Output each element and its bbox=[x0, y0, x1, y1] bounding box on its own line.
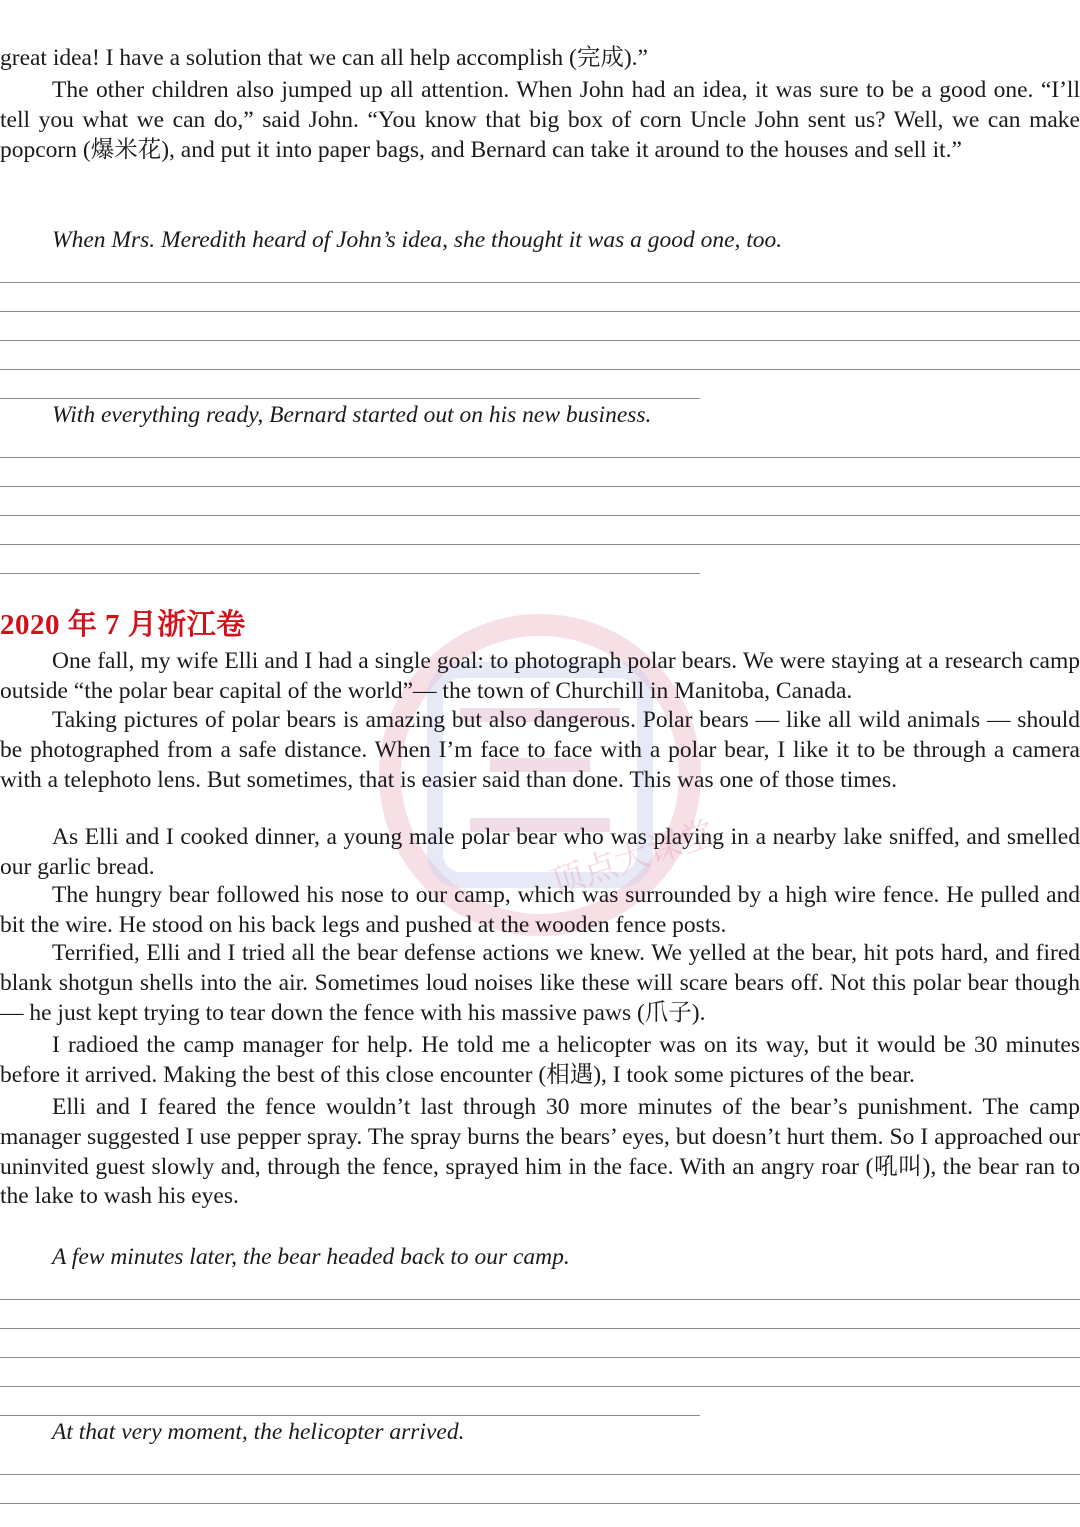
story2-paragraph-6: I radioed the camp manager for help. He told me a helicopter was on its way, but it would be 30 minutes before it arrived. Making the best of this close encounter (相遇), I took some pictures of the bear. bbox=[0, 1032, 1080, 1088]
story1-paragraph-2: The other children also jumped up all attention. When John had an idea, it was sure to be a good one. “I’ll tell you what we can do,” said John. “You know that big box of corn Uncle John sent us? Well, we can make popcorn (爆米花), and put it into paper bags, and Bernard can take it around to the houses and sell it.” bbox=[0, 77, 1080, 163]
writing-prompt-4: At that very moment, the helicopter arrived. bbox=[52, 1419, 465, 1445]
writing-line bbox=[0, 1386, 1080, 1387]
writing-line bbox=[0, 1474, 1080, 1475]
writing-line bbox=[0, 573, 700, 574]
writing-line bbox=[0, 515, 1080, 516]
story1-line-1: great idea! I have a solution that we can all help accomplish (完成).” bbox=[0, 45, 648, 71]
writing-line bbox=[0, 282, 1080, 283]
section-heading: 2020 年 7 月浙江卷 bbox=[0, 609, 246, 641]
story2-paragraph-3: As Elli and I cooked dinner, a young male polar bear who was playing in a nearby lake sniffed, and smelled our garlic bread. bbox=[0, 824, 1080, 880]
writing-line bbox=[0, 544, 1080, 545]
writing-prompt-3: A few minutes later, the bear headed back to our camp. bbox=[52, 1244, 570, 1270]
writing-line bbox=[0, 1503, 1080, 1504]
writing-line bbox=[0, 311, 1080, 312]
writing-line bbox=[0, 398, 700, 399]
writing-line bbox=[0, 1415, 700, 1416]
story2-paragraph-4: The hungry bear followed his nose to our camp, which was surrounded by a high wire fence. He pulled and bit the wire. He stood on his back legs and pushed at the wooden fence posts. bbox=[0, 882, 1080, 938]
story2-paragraph-2: Taking pictures of polar bears is amazing but also dangerous. Polar bears — like all wild animals — should be photographed from a safe distance. When I’m face to face with a polar bear, I like it to be through a camera with a telephoto lens. But sometimes, that is easier said than done. This was one of those times. bbox=[0, 707, 1080, 793]
story2-paragraph-5: Terrified, Elli and I tried all the bear defense actions we knew. We yelled at the bear, hit pots hard, and fired blank shotgun shells into the air. Sometimes loud noises like these will scare bears off. Not this polar bear though — he just kept trying to tear down the fence with his massive paws (爪子). bbox=[0, 940, 1080, 1026]
writing-line bbox=[0, 369, 1080, 370]
writing-line bbox=[0, 486, 1080, 487]
writing-prompt-1: When Mrs. Meredith heard of John’s idea, she thought it was a good one, too. bbox=[52, 227, 783, 253]
writing-line bbox=[0, 1299, 1080, 1300]
writing-line bbox=[0, 1328, 1080, 1329]
watermark-text: 顶点大课堂 bbox=[545, 812, 720, 904]
story2-paragraph-1: One fall, my wife Elli and I had a single goal: to photograph polar bears. We were staying at a research camp outside “the polar bear capital of the world”— the town of Churchill in Manitoba, Canada. bbox=[0, 648, 1080, 704]
writing-prompt-2: With everything ready, Bernard started out on his new business. bbox=[52, 402, 652, 428]
story2-paragraph-7: Elli and I feared the fence wouldn’t last through 30 more minutes of the bear’s punishment. The camp manager suggested I use pepper spray. The spray burns the bears’ eyes, but doesn’t hurt them. So I approached our uninvited guest slowly and, through the fence, sprayed him in the face. With an angry roar (吼叫), the bear ran to the lake to wash his eyes. bbox=[0, 1094, 1080, 1210]
writing-line bbox=[0, 1357, 1080, 1358]
writing-line bbox=[0, 457, 1080, 458]
writing-line bbox=[0, 340, 1080, 341]
